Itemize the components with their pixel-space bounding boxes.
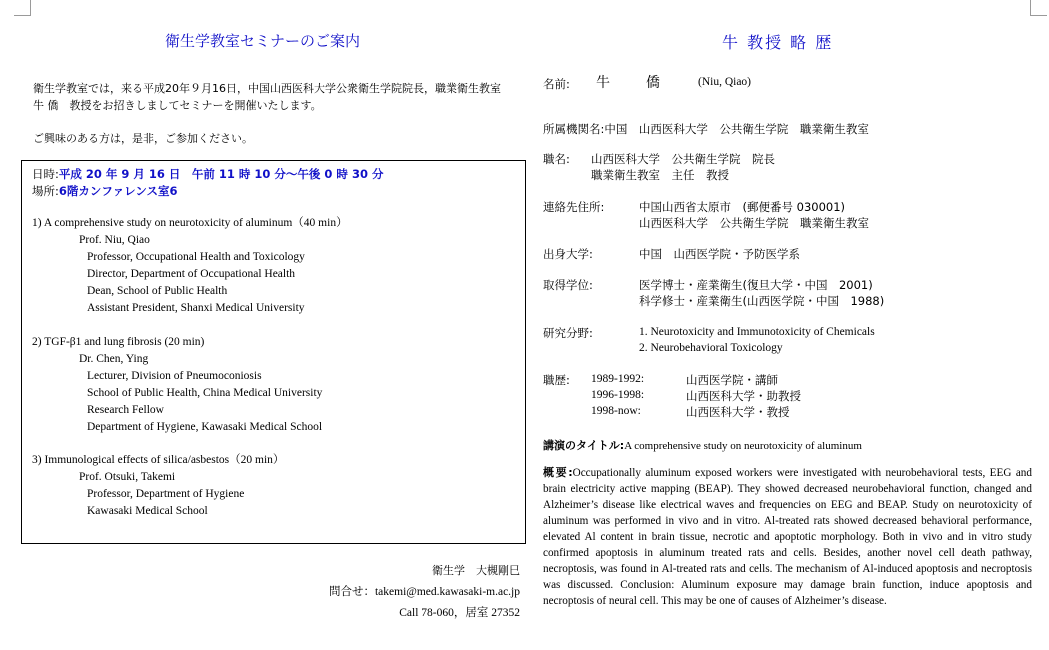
lecture-title-row — [543, 437, 862, 453]
talk-affiliation: Lecturer, Division of Pneumoconiosis — [87, 370, 262, 382]
org-label: 所属機関名: — [543, 122, 605, 136]
place-value: 6階カンファレンス室6 — [58, 184, 178, 198]
date-value: 平成 20 年 9 月 16 日 午前 11 時 10 分〜午後 0 時 30 分 — [58, 167, 384, 181]
name-char-1: 牛 — [596, 75, 610, 91]
school-value: 中国 山西医学院・予防医学系 — [639, 247, 800, 261]
contact-label: 連絡先住所: — [543, 200, 605, 214]
degree-line-2: 科学修士・産業衛生(山西医学院・中国 1988) — [639, 294, 885, 308]
degree-label: 取得学位: — [543, 278, 593, 292]
research-line-1: 1. Neurotoxicity and Immunotoxicity of Chemicals — [639, 326, 875, 338]
post-label: 職名: — [543, 152, 570, 166]
talk-affiliation: Dean, School of Public Health — [87, 285, 228, 297]
school-label: 出身大学: — [543, 247, 593, 261]
talk-title: 2) TGF-β1 and lung fibrosis (20 min) — [32, 336, 205, 348]
lecture-title-value: A comprehensive study on neurotoxicity of aluminum — [624, 440, 862, 452]
crop-mark-top-right-h — [1031, 15, 1047, 16]
crop-mark-top-left-h — [14, 15, 30, 16]
talk-speaker: Prof. Niu, Qiao — [79, 234, 150, 246]
contact-line-2: 山西医科大学 公共衛生学院 職業衛生教室 — [639, 216, 869, 230]
post-line-1: 山西医科大学 公共衛生学院 院長 — [591, 152, 775, 166]
post-line-2: 職業衛生教室 主任 教授 — [591, 168, 729, 182]
talk-affiliation: Research Fellow — [87, 404, 164, 416]
talk-title: 1) A comprehensive study on neurotoxicity of aluminum（40 min） — [32, 217, 348, 229]
career-years: 1996-1998: — [591, 389, 645, 401]
talk-3 — [32, 452, 284, 520]
career-post: 山西医科大学・教授 — [686, 405, 790, 419]
place-label: 場所: — [32, 184, 59, 198]
name-roman: (Niu, Qiao) — [698, 76, 752, 88]
research-line-2: 2. Neurobehavioral Toxicology — [639, 342, 783, 354]
date-label: 日時: — [32, 167, 59, 181]
lecture-title-label: 講演のタイトル: — [543, 439, 625, 452]
career-post: 山西医学院・講師 — [686, 373, 778, 387]
seminar-title: 衛生学教室セミナーのご案内 — [165, 32, 361, 50]
talk-title: 3) Immunological effects of silica/asbestos（20 min） — [32, 454, 285, 466]
degree-line-1: 医学博士・産業衛生(復旦大学・中国 2001) — [639, 278, 873, 292]
career-years: 1998-now: — [591, 405, 641, 417]
talk-2 — [32, 334, 322, 436]
career-post: 山西医科大学・助教授 — [686, 389, 801, 403]
talk-affiliation: Department of Hygiene, Kawasaki Medical School — [87, 421, 323, 433]
talk-speaker: Dr. Chen, Ying — [79, 353, 149, 365]
talk-affiliation: Professor, Department of Hygiene — [87, 488, 245, 500]
profile-title: 牛 教授 略 歴 — [722, 33, 834, 52]
intro-line-2: 牛 僑 教授をお招きしましてセミナーを開催いたします。 — [33, 99, 322, 112]
intro-line-1: 衛生学教室では，来る平成20年９月16日，中国山西医科大学公衆衛生学院院長，職業衛生教室 — [33, 82, 501, 95]
talk-affiliation: Director, Department of Occupational Health — [87, 268, 296, 280]
research-label: 研究分野: — [543, 326, 593, 340]
career-label: 職歴: — [543, 373, 570, 387]
place-row — [32, 183, 178, 199]
career-years: 1989-1992: — [591, 373, 645, 385]
org-value: 中国 山西医科大学 公共衛生学院 職業衛生教室 — [604, 122, 869, 136]
org-row — [543, 121, 869, 137]
abstract-text: Occupationally aluminum exposed workers were investigated with neurobehavioral tests, EEG and brain electricity active mapping (BEAP). They showed decreased neurobehavioral function, changed and Alzheimer’s disease like electrical waves and frequencies on EEG and BEAP. Study on neurotoxicity of aluminum was performed in vivo and in vitro. Al-treated rats showed decreased behavioral performance, elevated Al content in brain tissue, necrotic and apoptotic morphology. Both in vivo and in vitro study confirmed apoptosis in aluminum treated rats and cells. Besides, another novel cell death pathway, necroptosis, was found in Al-treated rats and cells. The mechanism of Al-induced apoptosis and necroptosis was discussed. Conclusion: Aluminum exposure may damage brain function, induce apoptosis and necroptosis of neural cell. This may be one of causes of Alzheimer’s disease. — [543, 467, 1032, 607]
intro-line-3: ご興味のある方は，是非，ご参加ください。 — [33, 132, 253, 145]
talk-affiliation: Assistant President, Shanxi Medical University — [87, 302, 305, 314]
contact-line-1: 中国山西省太原市 (郵便番号 030001) — [639, 200, 846, 214]
abstract-label: 概要: — [543, 466, 573, 479]
talk-affiliation: Professor, Occupational Health and Toxicology — [87, 251, 305, 263]
talk-affiliation: School of Public Health, China Medical University — [87, 387, 323, 399]
crop-mark-top-right — [1030, 0, 1031, 16]
name-label: 名前: — [543, 77, 570, 91]
name-char-2: 僑 — [646, 75, 660, 91]
footer-contact-phone: Call 78-060，居室 27352 — [399, 607, 520, 619]
talk-affiliation: Kawasaki Medical School — [87, 505, 208, 517]
seminar-details-box — [21, 160, 526, 544]
talk-1 — [32, 215, 348, 317]
crop-mark-top-left — [30, 0, 31, 16]
footer-contact-name: 衛生学 大槻剛巳 — [432, 564, 520, 577]
talk-speaker: Prof. Otsuki, Takemi — [79, 471, 176, 483]
footer-contact-email: 問合せ：takemi@med.kawasaki-m.ac.jp — [328, 586, 520, 598]
abstract — [543, 465, 1032, 609]
date-row — [32, 166, 383, 182]
